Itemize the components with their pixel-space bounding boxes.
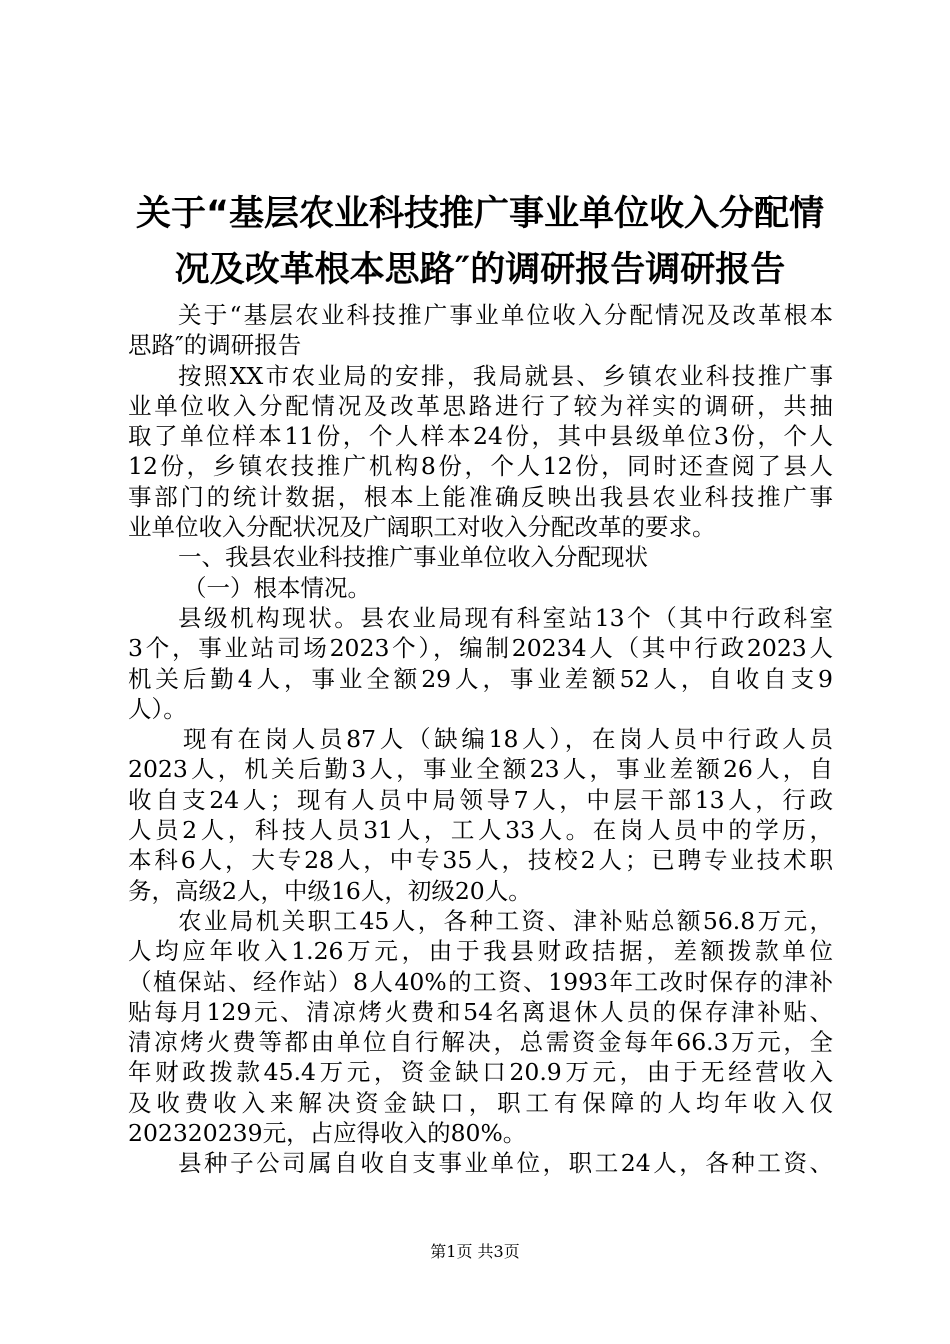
body-line: 贴每月129元、清凉烤火费和54名离退休人员的保存津补贴、 xyxy=(128,997,833,1026)
body-line: 事部门的统计数据，根本上能准确反映出我县农业科技推广事 xyxy=(128,482,833,511)
body-line: 取了单位样本11份，个人样本24份，其中县级单位3份，个人 xyxy=(128,422,833,451)
body-line: 县级机构现状。县农业局现有科室站13个（其中行政科室 xyxy=(178,603,833,632)
body-line: 关于“基层农业科技推广事业单位收入分配情况及改革根本 xyxy=(178,301,833,329)
body-line: 收自支24人；现有人员中局领导7人，中层干部13人，行政 xyxy=(128,785,833,814)
body-line: 按照XX市农业局的安排，我局就县、乡镇农业科技推广事 xyxy=(178,361,833,390)
body-line: （植保站、经作站）8人40%的工资、1993年工改时保存的津补 xyxy=(128,967,833,996)
subsection-heading: （一）根本情况。 xyxy=(183,573,371,602)
body-line: 清凉烤火费等都由单位自行解决，总需资金每年66.3万元，全 xyxy=(128,1028,833,1057)
body-line: 业单位收入分配状况及广阔职工对收入分配改革的要求。 xyxy=(128,513,716,542)
body-line: 2023人，机关后勤3人，事业全额23人，事业差额26人，自 xyxy=(128,755,833,784)
title-line-2: 况及改革根本思路″的调研报告调研报告 xyxy=(174,250,786,290)
body-line: 年财政拨款45.4万元，资金缺口20.9万元，由于无经营收入 xyxy=(128,1058,833,1087)
body-line: 思路″的调研报告 xyxy=(128,331,302,360)
body-line: 及收费收入来解决资金缺口，职工有保障的人均年收入仅 xyxy=(128,1088,833,1117)
body-line: 人均应年收入1.26万元，由于我县财政拮据，差额拨款单位 xyxy=(128,937,833,966)
body-line: 人）。 xyxy=(128,694,187,723)
body-line: 务，高级2人，中级16人，初级20人。 xyxy=(128,876,532,905)
body-line: 机关后勤4人，事业全额29人，事业差额52人，自收自支9 xyxy=(128,664,833,693)
title-line-1: 关于“基层农业科技推广事业单位收入分配情 xyxy=(135,194,824,234)
section-heading: 一、我县农业科技推广事业单位收入分配现状 xyxy=(178,543,648,572)
body-line: 农业局机关职工45人，各种工资、津补贴总额56.8万元， xyxy=(178,906,833,935)
body-line: 业单位收入分配情况及改革思路进行了较为祥实的调研，共抽 xyxy=(128,391,833,420)
body-line: 人员2人，科技人员31人，工人33人。在岗人员中的学历， xyxy=(128,816,833,845)
document-title xyxy=(110,186,850,298)
body-line: 12份，乡镇农技推广机构8份，个人12份，同时还查阅了县人 xyxy=(128,452,833,481)
document-body xyxy=(128,300,833,1179)
page-footer: 第1页 共3页 xyxy=(430,1242,520,1261)
body-line: 现有在岗人员87人（缺编18人），在岗人员中行政人员 xyxy=(183,725,833,754)
body-line: 3个，事业站司场2023个），编制20234人（其中行政2023人 xyxy=(128,634,833,663)
body-line: 202320239元，占应得收入的80%。 xyxy=(128,1119,527,1148)
body-line: 本科6人，大专28人，中专35人，技校2人；已聘专业技术职 xyxy=(128,846,833,875)
body-line: 县种子公司属自收自支事业单位，职工24人，各种工资、 xyxy=(178,1149,833,1178)
